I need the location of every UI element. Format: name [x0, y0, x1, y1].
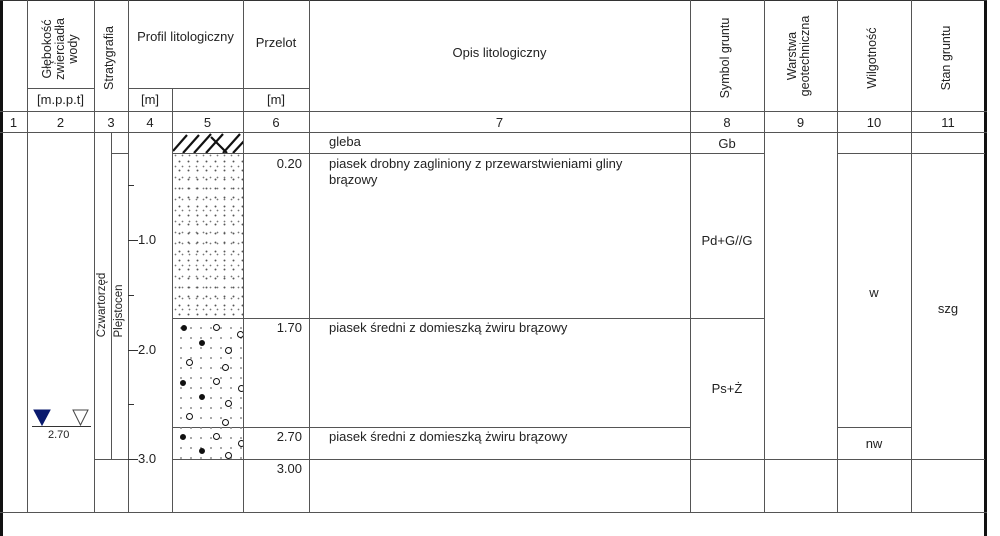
depth-tick: [128, 350, 138, 351]
column-number: 6: [272, 115, 280, 130]
header-geotechnical-layer: Warstwa geotechniczna: [785, 15, 812, 97]
layer-description: piasek średni z domieszką żwiru brązowy: [329, 429, 568, 444]
soil-symbol: Pd+G//G: [701, 233, 753, 248]
sand-gravel-pattern: [173, 319, 243, 459]
header-interval-unit: [m]: [266, 92, 286, 107]
depth-tick-minor: [128, 185, 134, 186]
header-soil-state: Stan gruntu: [939, 25, 953, 91]
column-number: 3: [107, 115, 115, 130]
depth-tick: [128, 240, 138, 241]
table-left-border: [0, 0, 3, 536]
soil-symbol: Ps+Ż: [711, 381, 743, 396]
column-number: 11: [941, 115, 955, 130]
depth-tick-label: 2.0: [138, 342, 157, 357]
header-lithological-description: Opis litologiczny: [452, 45, 547, 60]
layer-description-line1: piasek drobny zagliniony z przewarstwieniami gliny: [329, 156, 623, 171]
table-right-border: [984, 0, 987, 536]
layer-description-line2: brązowy: [329, 172, 378, 187]
header-profile-unit: [m]: [140, 92, 160, 107]
interval-depth: 0.20: [276, 156, 302, 171]
water-depth-label: 2.70: [48, 429, 70, 441]
header-water-depth: [40, 7, 80, 91]
hatch-pattern-icon: [173, 133, 243, 153]
column-number: 7: [495, 115, 504, 130]
column-number: 2: [56, 115, 65, 130]
column-number: 10: [866, 115, 882, 130]
header-water-depth-unit: [m.p.p.t]: [37, 92, 84, 107]
stratigraphy-era: Czwartorzęd: [96, 272, 108, 338]
column-number: 4: [146, 115, 154, 130]
column-number: 9: [796, 115, 805, 130]
header-lithological-profile: Profil litologiczny: [137, 29, 234, 44]
depth-tick-label: 3.0: [138, 451, 157, 466]
header-water-depth-label: Głębokość zwierciadła wody: [39, 18, 80, 80]
soil-pattern: [173, 133, 243, 153]
column-number: 8: [723, 115, 731, 130]
interval-depth: 1.70: [276, 320, 302, 335]
depth-tick-label: 1.0: [138, 232, 157, 247]
column-number: 5: [203, 115, 212, 130]
moisture-lower: nw: [865, 436, 883, 451]
layer-description: piasek średni z domieszką żwiru brązowy: [329, 320, 568, 335]
water-level-icon: [32, 408, 92, 428]
soil-state: szg: [937, 301, 959, 316]
interval-depth: 2.70: [276, 429, 302, 444]
interval-depth: 3.00: [276, 461, 302, 476]
header-soil-symbol: Symbol gruntu: [718, 17, 732, 99]
stratigraphy-epoch: Plejstocen: [113, 284, 125, 338]
header-interval: Przelot: [255, 35, 297, 50]
layer-description: gleba: [329, 134, 361, 149]
depth-tick-minor: [128, 295, 134, 296]
soil-symbol: Gb: [718, 136, 736, 151]
moisture-upper: w: [869, 285, 879, 300]
header-stratigraphy: Stratygrafia: [102, 26, 116, 90]
depth-tick-minor: [128, 404, 134, 405]
column-number: 1: [9, 115, 18, 130]
header-moisture: Wilgotność: [865, 27, 879, 89]
depth-tick: [128, 459, 138, 460]
fine-sand-pattern: [173, 154, 243, 318]
